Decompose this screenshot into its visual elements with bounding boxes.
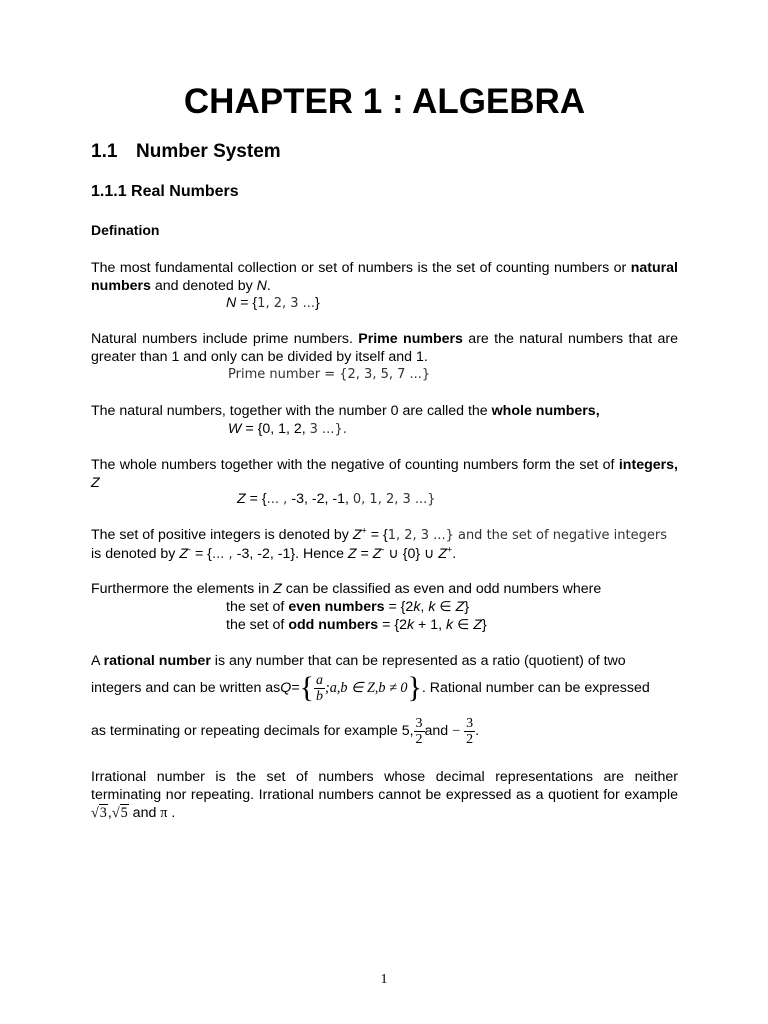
radicand: 5 <box>120 805 128 821</box>
var-z: Z <box>273 581 282 597</box>
paragraph-integers <box>91 456 678 492</box>
text: } <box>482 617 487 633</box>
var-k: k <box>406 617 415 633</box>
var-k: k <box>413 599 421 615</box>
set-values: ... , <box>266 492 292 507</box>
fraction-three-halves-negative <box>464 716 475 747</box>
set-condition: ;a,b ∈ Z,b ≠ 0 <box>325 680 408 696</box>
equation-natural-set <box>226 294 320 313</box>
set-values: 0, 1, 2, 3 ...} <box>352 492 436 507</box>
text: = { <box>366 527 388 543</box>
text: The whole numbers together with the negative of counting numbers form the set of <box>91 457 619 473</box>
text: integers and can be written as <box>91 680 281 696</box>
var-k: k <box>446 617 454 633</box>
term-rational-number: rational number <box>103 653 211 669</box>
text: . <box>475 723 480 739</box>
var-z: Z <box>91 475 100 491</box>
section-title: Number System <box>136 141 281 162</box>
term-even-numbers: even numbers <box>288 599 385 615</box>
var-n: N <box>256 278 267 294</box>
text: Natural numbers include prime numbers. <box>91 331 359 347</box>
var-k: k <box>428 599 436 615</box>
text: The natural numbers, together with the number 0 are called the <box>91 403 492 419</box>
text: , <box>107 805 112 821</box>
superscript: - <box>381 544 385 555</box>
text: } <box>464 599 470 615</box>
sqrt-3: √3 <box>91 805 107 821</box>
text: and denoted by <box>150 278 257 294</box>
text: the set of <box>226 599 289 615</box>
text: -3, -2, -1}. Hence <box>236 546 348 562</box>
right-brace: } <box>407 671 422 704</box>
text: ... , <box>211 547 237 562</box>
subsection-heading: 1.1.1 Real Numbers <box>91 183 239 200</box>
var-z: Z <box>473 617 483 633</box>
denominator: b <box>316 688 324 704</box>
text: 1, 2, 3 ...} and the set of negative integers <box>387 528 667 543</box>
text: + 1, <box>414 617 447 633</box>
paragraph-natural-numbers <box>91 259 678 295</box>
text: = <box>291 680 300 696</box>
var-z: Z <box>455 599 465 615</box>
paragraph-prime-numbers <box>91 330 678 366</box>
var-q: Q <box>280 680 292 696</box>
set-values: 3 ...}. <box>309 422 347 437</box>
superscript: - <box>188 544 192 555</box>
paragraph-even-odd <box>91 580 678 598</box>
text: = { <box>191 546 212 562</box>
text: = {2 <box>378 617 407 633</box>
equation-whole-set <box>228 420 347 439</box>
paragraph-whole-numbers <box>91 402 678 420</box>
text: . <box>266 278 271 294</box>
definition-heading: Defination <box>91 222 160 238</box>
term-whole-numbers: whole numbers, <box>491 403 600 419</box>
term-odd-numbers: odd numbers <box>288 617 379 633</box>
text: = { <box>245 491 267 507</box>
paragraph-rational-line2 <box>91 668 678 708</box>
var-w: W <box>228 421 242 437</box>
var-z: Z <box>179 546 189 562</box>
fraction-a-over-b <box>314 673 325 704</box>
denominator: 2 <box>415 731 423 747</box>
text: . <box>167 805 176 821</box>
text: The set of positive integers is denoted by <box>91 527 353 543</box>
pi-symbol: π <box>160 805 168 821</box>
term-natural-numbers: natural numbers <box>91 260 678 294</box>
text: ∈ <box>435 599 456 615</box>
var-n: N <box>226 295 237 311</box>
text: as terminating or repeating decimals for example 5, <box>91 723 414 739</box>
superscript: + <box>361 525 367 536</box>
set-values: 1, 2, 3 ... <box>257 296 316 311</box>
text: } <box>315 295 320 311</box>
numerator: a <box>316 672 324 688</box>
text: , <box>420 599 429 615</box>
text: . Rational number can be expressed <box>421 680 650 696</box>
paragraph-positive-negative-integers <box>91 526 678 564</box>
text: are the natural numbers that are greater than 1 and only can be divided by itself and 1. <box>91 331 679 365</box>
paragraph-irrational <box>91 768 678 822</box>
var-z: Z <box>352 527 362 543</box>
equation-prime-set: Prime number = {2, 3, 5, 7 ...} <box>228 367 431 382</box>
var-z: Z <box>438 546 448 562</box>
text: = {2 <box>384 599 414 615</box>
section-number: 1.1 <box>91 141 118 162</box>
set-values: -3, -2, -1, <box>291 491 353 507</box>
text: = {0, 1, 2, <box>241 421 310 437</box>
equation-even-set <box>226 598 469 616</box>
text: . <box>452 546 457 562</box>
minus-sign: − <box>452 723 461 739</box>
text: is denoted by <box>91 546 180 562</box>
text: can be classified as even and odd numbers where <box>281 581 602 597</box>
sqrt-5: √5 <box>111 805 128 821</box>
text: Furthermore the elements in <box>91 581 274 597</box>
denominator: 2 <box>466 731 474 747</box>
text: the set of <box>226 617 289 633</box>
chapter-title: CHAPTER 1 : ALGEBRA <box>183 82 586 121</box>
text: The most fundamental collection or set of numbers is the set of counting numbers or <box>91 260 631 276</box>
var-z: Z <box>372 546 382 562</box>
text: Irrational number is the set of numbers whose decimal representations are neither terminating nor repeating. Irrational numbers cannot be expressed as a quotient for example <box>91 769 678 803</box>
numerator: 3 <box>466 715 474 731</box>
var-z: Z <box>347 546 357 562</box>
numerator: 3 <box>415 715 423 731</box>
text: and <box>424 723 449 739</box>
term-prime-numbers: Prime numbers <box>358 331 463 347</box>
text: = { <box>236 295 258 311</box>
equation-integer-set <box>237 490 436 509</box>
fraction-three-halves <box>414 716 425 747</box>
left-brace: { <box>299 671 315 704</box>
text: A <box>91 653 104 669</box>
var-z: Z <box>237 491 246 507</box>
radicand: 3 <box>99 805 107 821</box>
paragraph-rational-line3 <box>91 711 479 751</box>
text: ∪ {0} ∪ <box>384 546 439 562</box>
text: ∈ <box>453 617 474 633</box>
text: and <box>128 805 161 821</box>
equation-odd-set <box>226 616 487 634</box>
superscript: + <box>447 544 453 555</box>
section-heading <box>91 141 281 163</box>
term-integers: integers, <box>618 457 678 473</box>
page-number: 1 <box>380 972 388 987</box>
text: is any number that can be represented as a ratio (quotient) of two <box>210 653 626 669</box>
text: = <box>356 546 373 562</box>
